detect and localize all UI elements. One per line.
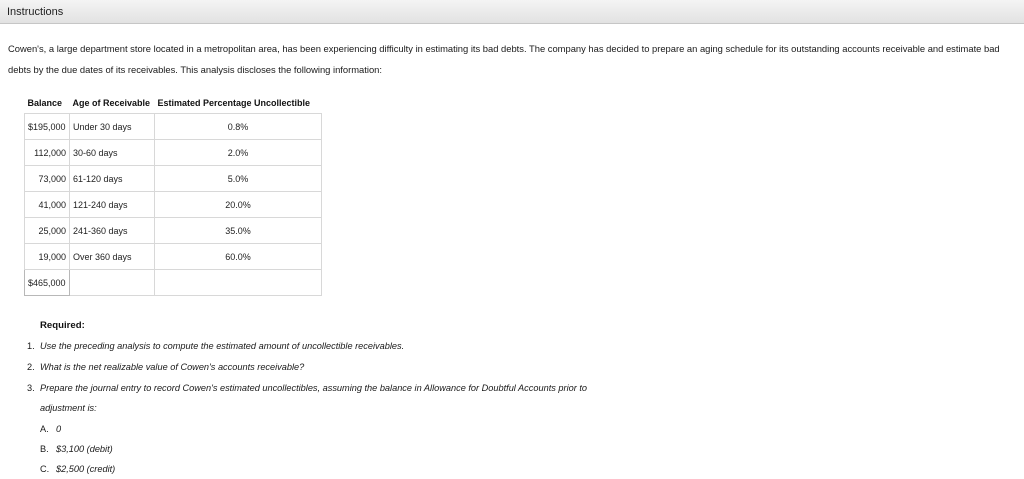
- cell-balance: 25,000: [25, 218, 70, 244]
- header-age: Age of Receivable: [70, 93, 155, 114]
- option-letter: C.: [40, 464, 50, 474]
- option-c-text: $2,500 (credit): [56, 464, 116, 474]
- cell-age: Under 30 days: [70, 114, 155, 140]
- cell-percentage: 20.0%: [155, 192, 322, 218]
- cell-percentage: 60.0%: [155, 244, 322, 270]
- question-1-text: Use the preceding analysis to compute the estimated amount of uncollectible receivables.: [40, 341, 405, 351]
- table-total-row: [25, 270, 322, 296]
- table-row: [25, 140, 322, 166]
- cell-percentage: 5.0%: [155, 166, 322, 192]
- intro-paragraph: Cowen's, a large department store located in a metropolitan area, has been experiencing difficulty in estimating its bad debts. The company has decided to prepare an aging schedule for its outstanding accounts receivable and estimate bad debts by the due dates of its receivables. This analysis discloses the following information:: [8, 43, 1000, 75]
- cell-age: 30-60 days: [70, 140, 155, 166]
- table-row: [25, 244, 322, 270]
- option-a-text: 0: [56, 424, 62, 434]
- option-letter: A.: [40, 424, 49, 434]
- cell-age: 241-360 days: [70, 218, 155, 244]
- cell-percentage: 2.0%: [155, 140, 322, 166]
- page-title: Instructions: [7, 6, 64, 18]
- cell-empty: [155, 270, 322, 296]
- aging-schedule-table: [24, 93, 322, 296]
- cell-age: 121-240 days: [70, 192, 155, 218]
- cell-percentage: 0.8%: [155, 114, 322, 140]
- cell-total-balance: $465,000: [25, 270, 70, 296]
- option-b-text: $3,100 (debit): [56, 444, 113, 454]
- question-2-text: What is the net realizable value of Cowen's accounts receivable?: [40, 362, 305, 372]
- cell-balance: 41,000: [25, 192, 70, 218]
- cell-age: 61-120 days: [70, 166, 155, 192]
- cell-age: Over 360 days: [70, 244, 155, 270]
- question-3-text-continued: adjustment is:: [40, 403, 97, 413]
- header-percentage: Estimated Percentage Uncollectible: [155, 93, 322, 114]
- table-row: [25, 166, 322, 192]
- question-3-text: Prepare the journal entry to record Cowen's estimated uncollectibles, assuming the balance in Allowance for Doubtful Accounts prior to: [40, 383, 587, 393]
- question-number: 2.: [27, 362, 35, 372]
- cell-empty: [70, 270, 155, 296]
- cell-balance: 112,000: [25, 140, 70, 166]
- cell-percentage: 35.0%: [155, 218, 322, 244]
- cell-balance: 73,000: [25, 166, 70, 192]
- header-bar: [0, 0, 1024, 24]
- table-row: [25, 114, 322, 140]
- table-header-row: [25, 93, 322, 114]
- table-row: [25, 192, 322, 218]
- cell-balance: $195,000: [25, 114, 70, 140]
- required-heading: Required:: [40, 320, 85, 331]
- header-balance: Balance: [25, 93, 70, 114]
- table-row: [25, 218, 322, 244]
- question-number: 3.: [27, 383, 35, 393]
- question-number: 1.: [27, 341, 35, 351]
- option-letter: B.: [40, 444, 49, 454]
- cell-balance: 19,000: [25, 244, 70, 270]
